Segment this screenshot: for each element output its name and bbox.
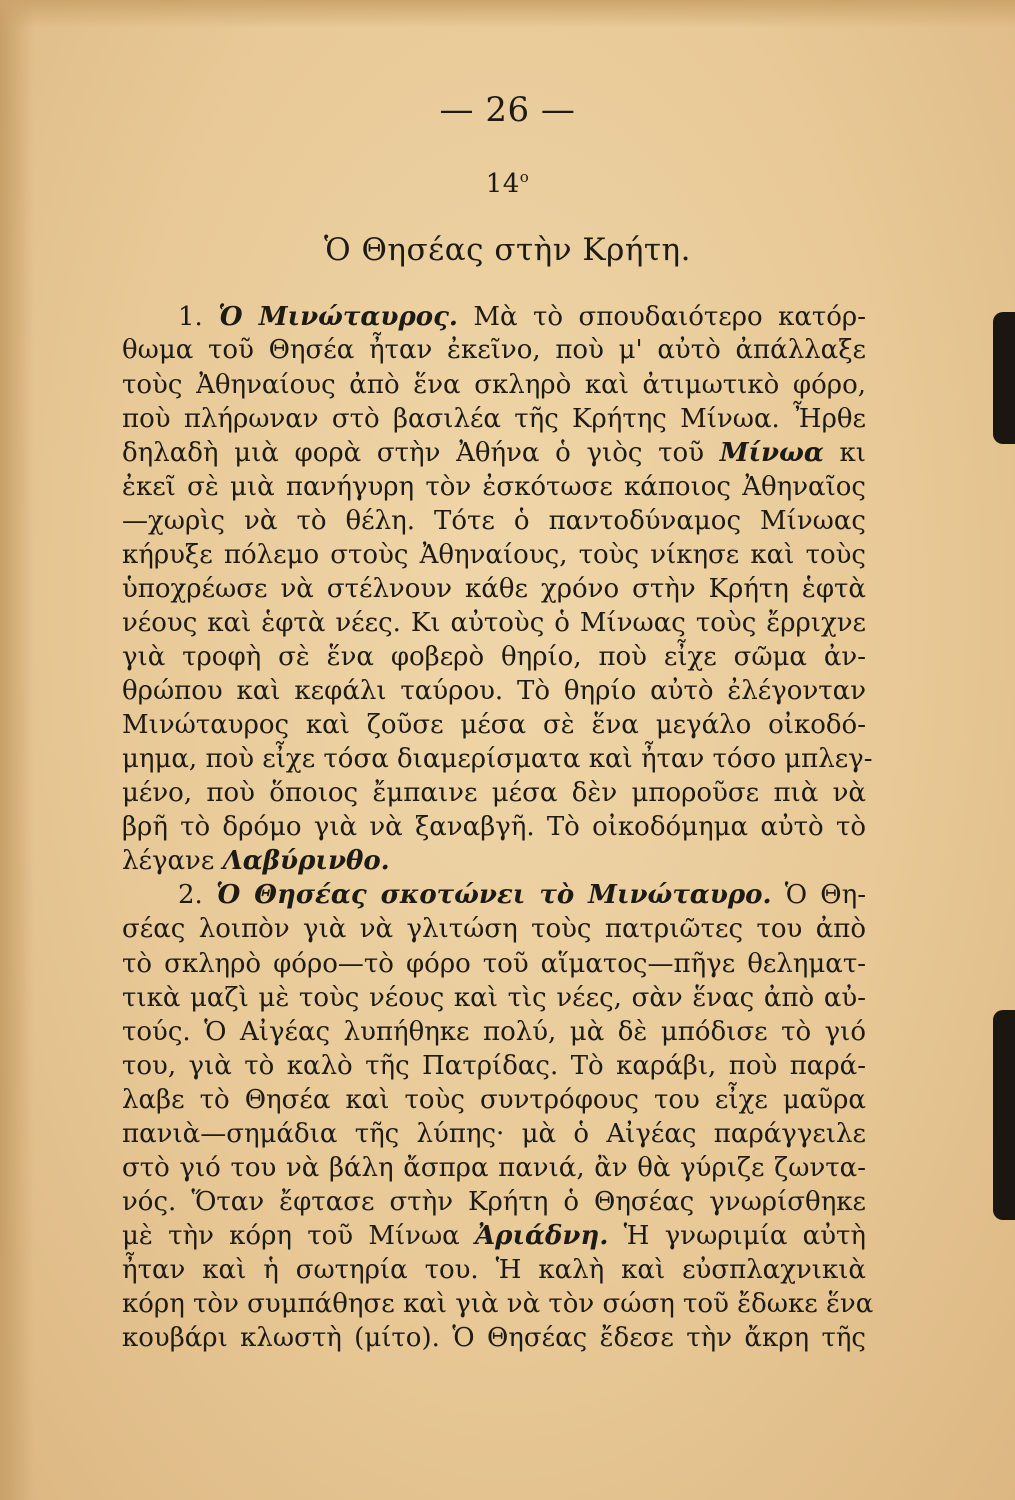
text-line (178, 300, 866, 334)
line-text: ἦταν καὶ ἡ σωτηρία του. Ἡ καλὴ καὶ εὐσπλαχνικιὰ (122, 1255, 866, 1285)
line-text: κουβάρι κλωστὴ (μίτο). Ὁ Θησέας ἔδεσε τὴν ἄκρη τῆς (122, 1323, 866, 1353)
line-text: Μὰ τὸ σπουδαιότερο κατόρ- (457, 302, 866, 332)
line-text: —χωρὶς νὰ τὸ θέλη. Τότε ὁ παντοδύναμος Μίνωας (122, 506, 866, 536)
line-text: μένο, ποὺ ὅποιος ἔμπαινε μέσα δὲν μποροῦσε πιὰ νὰ (122, 778, 866, 808)
line-text: 1. (178, 302, 219, 332)
line-text: Ὁ Θη- (771, 880, 866, 910)
line-text: μὲ τὴν κόρη τοῦ Μίνωα (122, 1221, 475, 1251)
text-line (122, 810, 866, 844)
chapter-title: Ὁ Θησέας στὴν Κρήτη. (324, 232, 691, 268)
line-text: γιὰ τροφὴ σὲ ἕνα φοβερὸ θηρίο, ποὺ εἶχε σῶμα ἀν- (122, 642, 866, 672)
line-text: τικὰ μαζὶ μὲ τοὺς νέους καὶ τὶς νέες, σὰν ἕνας ἀπὸ αὐ- (122, 983, 866, 1013)
line-text: ὑποχρέωσε νὰ στέλνουν κάθε χρόνο στὴν Κρήτη ἑφτὰ (122, 574, 866, 604)
line-text: βρῆ τὸ δρόμο γιὰ νὰ ξαναβγῆ. Τὸ οἰκοδόμημα αὐτὸ τὸ (122, 812, 866, 842)
line-text: ποὺ πλήρωναν στὸ βασιλέα τῆς Κρήτης Μίνωα. Ἦρθε (122, 404, 866, 434)
line-text: κόρη τὸν συμπάθησε καὶ γιὰ νὰ τὸν σώση τοῦ ἔδωκε ἕνα (122, 1289, 874, 1319)
text-line (122, 333, 866, 367)
text-line (122, 640, 866, 674)
text-line (122, 947, 866, 981)
text-line (122, 1219, 866, 1253)
emphasis-text: Ὁ Μινώταυρος. (218, 302, 458, 332)
chapter-number: $14^o$ (485, 168, 530, 199)
text-line (122, 1287, 874, 1321)
line-text: νός. Ὅταν ἔφτασε στὴν Κρήτη ὁ Θησέας γνωρίσθηκε (122, 1187, 866, 1217)
line-text: κι (823, 438, 866, 468)
line-text: πανιὰ—σημάδια τῆς λύπης· μὰ ὁ Αἰγέας παράγγειλε (122, 1119, 866, 1149)
line-text: Ἡ γνωριμία αὐτὴ (608, 1221, 866, 1251)
emphasis-text: Μίνωα (719, 438, 824, 468)
text-line (122, 1117, 866, 1151)
text-line (122, 1185, 866, 1219)
line-text: ἐκεῖ σὲ μιὰ πανήγυρη τὸν ἐσκότωσε κάποιος Ἀθηναῖος (122, 472, 866, 502)
text-line (122, 572, 866, 606)
line-text: λέγανε (122, 846, 223, 876)
text-line (122, 606, 866, 640)
text-line (122, 470, 866, 504)
line-text: θωμα τοῦ Θησέα ἦταν ἐκεῖνο, ποὺ μ' αὐτὸ ἀπάλλαξε (122, 335, 866, 365)
text-line (122, 674, 866, 708)
text-line (122, 844, 866, 878)
page-number: — 26 — (439, 90, 576, 130)
line-text: σέας λοιπὸν γιὰ νὰ γλιτώση τοὺς πατριῶτες του ἀπὸ (122, 914, 866, 944)
text-line (122, 402, 866, 436)
emphasis-text: Λαβύρινθο. (222, 846, 390, 876)
text-line (122, 1015, 866, 1049)
text-line (122, 538, 866, 572)
line-text: Μινώταυρος καὶ ζοῦσε μέσα σὲ ἕνα μεγάλο οἰκοδό- (122, 710, 866, 740)
line-text: θρώπου καὶ κεφάλι ταύρου. Τὸ θηρίο αὐτὸ ἐλέγονταν (122, 676, 866, 706)
line-text: τούς. Ὁ Αἰγέας λυπήθηκε πολύ, μὰ δὲ μπόδισε τὸ γιό (122, 1017, 866, 1047)
text-line (122, 1151, 866, 1185)
line-text: λαβε τὸ Θησέα καὶ τοὺς συντρόφους του εἶχε μαῦρα (122, 1085, 866, 1115)
text-line (122, 1083, 866, 1117)
text-line (122, 981, 866, 1015)
text-line (122, 708, 866, 742)
text-line (122, 436, 866, 470)
text-line (122, 742, 873, 776)
text-line (122, 1321, 866, 1355)
line-text: κήρυξε πόλεμο στοὺς Ἀθηναίους, τοὺς νίκησε καὶ τοὺς (122, 540, 866, 570)
text-line (122, 912, 866, 946)
line-text: τὸ σκληρὸ φόρο—τὸ φόρο τοῦ αἵματος—πῆγε θεληματ- (122, 949, 866, 979)
line-text: του, γιὰ τὸ καλὸ τῆς Πατρίδας. Τὸ καράβι, ποὺ παρά- (122, 1051, 866, 1081)
emphasis-text: Ἀριάδνη. (474, 1221, 609, 1251)
line-text: στὸ γιό του νὰ βάλη ἄσπρα πανιά, ἂν θὰ γύριζε ζωντα- (122, 1153, 866, 1183)
text-line (122, 1049, 866, 1083)
line-text: δηλαδὴ μιὰ φορὰ στὴν Ἀθήνα ὁ γιὸς τοῦ (122, 438, 720, 468)
emphasis-text: Ὁ Θησέας σκοτώνει τὸ Μινώταυρο. (216, 880, 772, 910)
text-line (122, 1253, 866, 1287)
text-line (178, 878, 866, 912)
text-line (122, 504, 866, 538)
line-text: νέους καὶ ἑφτὰ νέες. Κι αὐτοὺς ὁ Μίνωας τοὺς ἔρριχνε (122, 608, 866, 638)
text-line (122, 776, 866, 810)
line-text: τοὺς Ἀθηναίους ἀπὸ ἕνα σκληρὸ καὶ ἀτιμωτικὸ φόρο, (122, 370, 866, 400)
line-text: 2. (178, 880, 217, 910)
text-line (122, 368, 866, 402)
line-text: μημα, ποὺ εἶχε τόσα διαμερίσματα καὶ ἦταν τόσο μπλεγ- (122, 744, 873, 774)
